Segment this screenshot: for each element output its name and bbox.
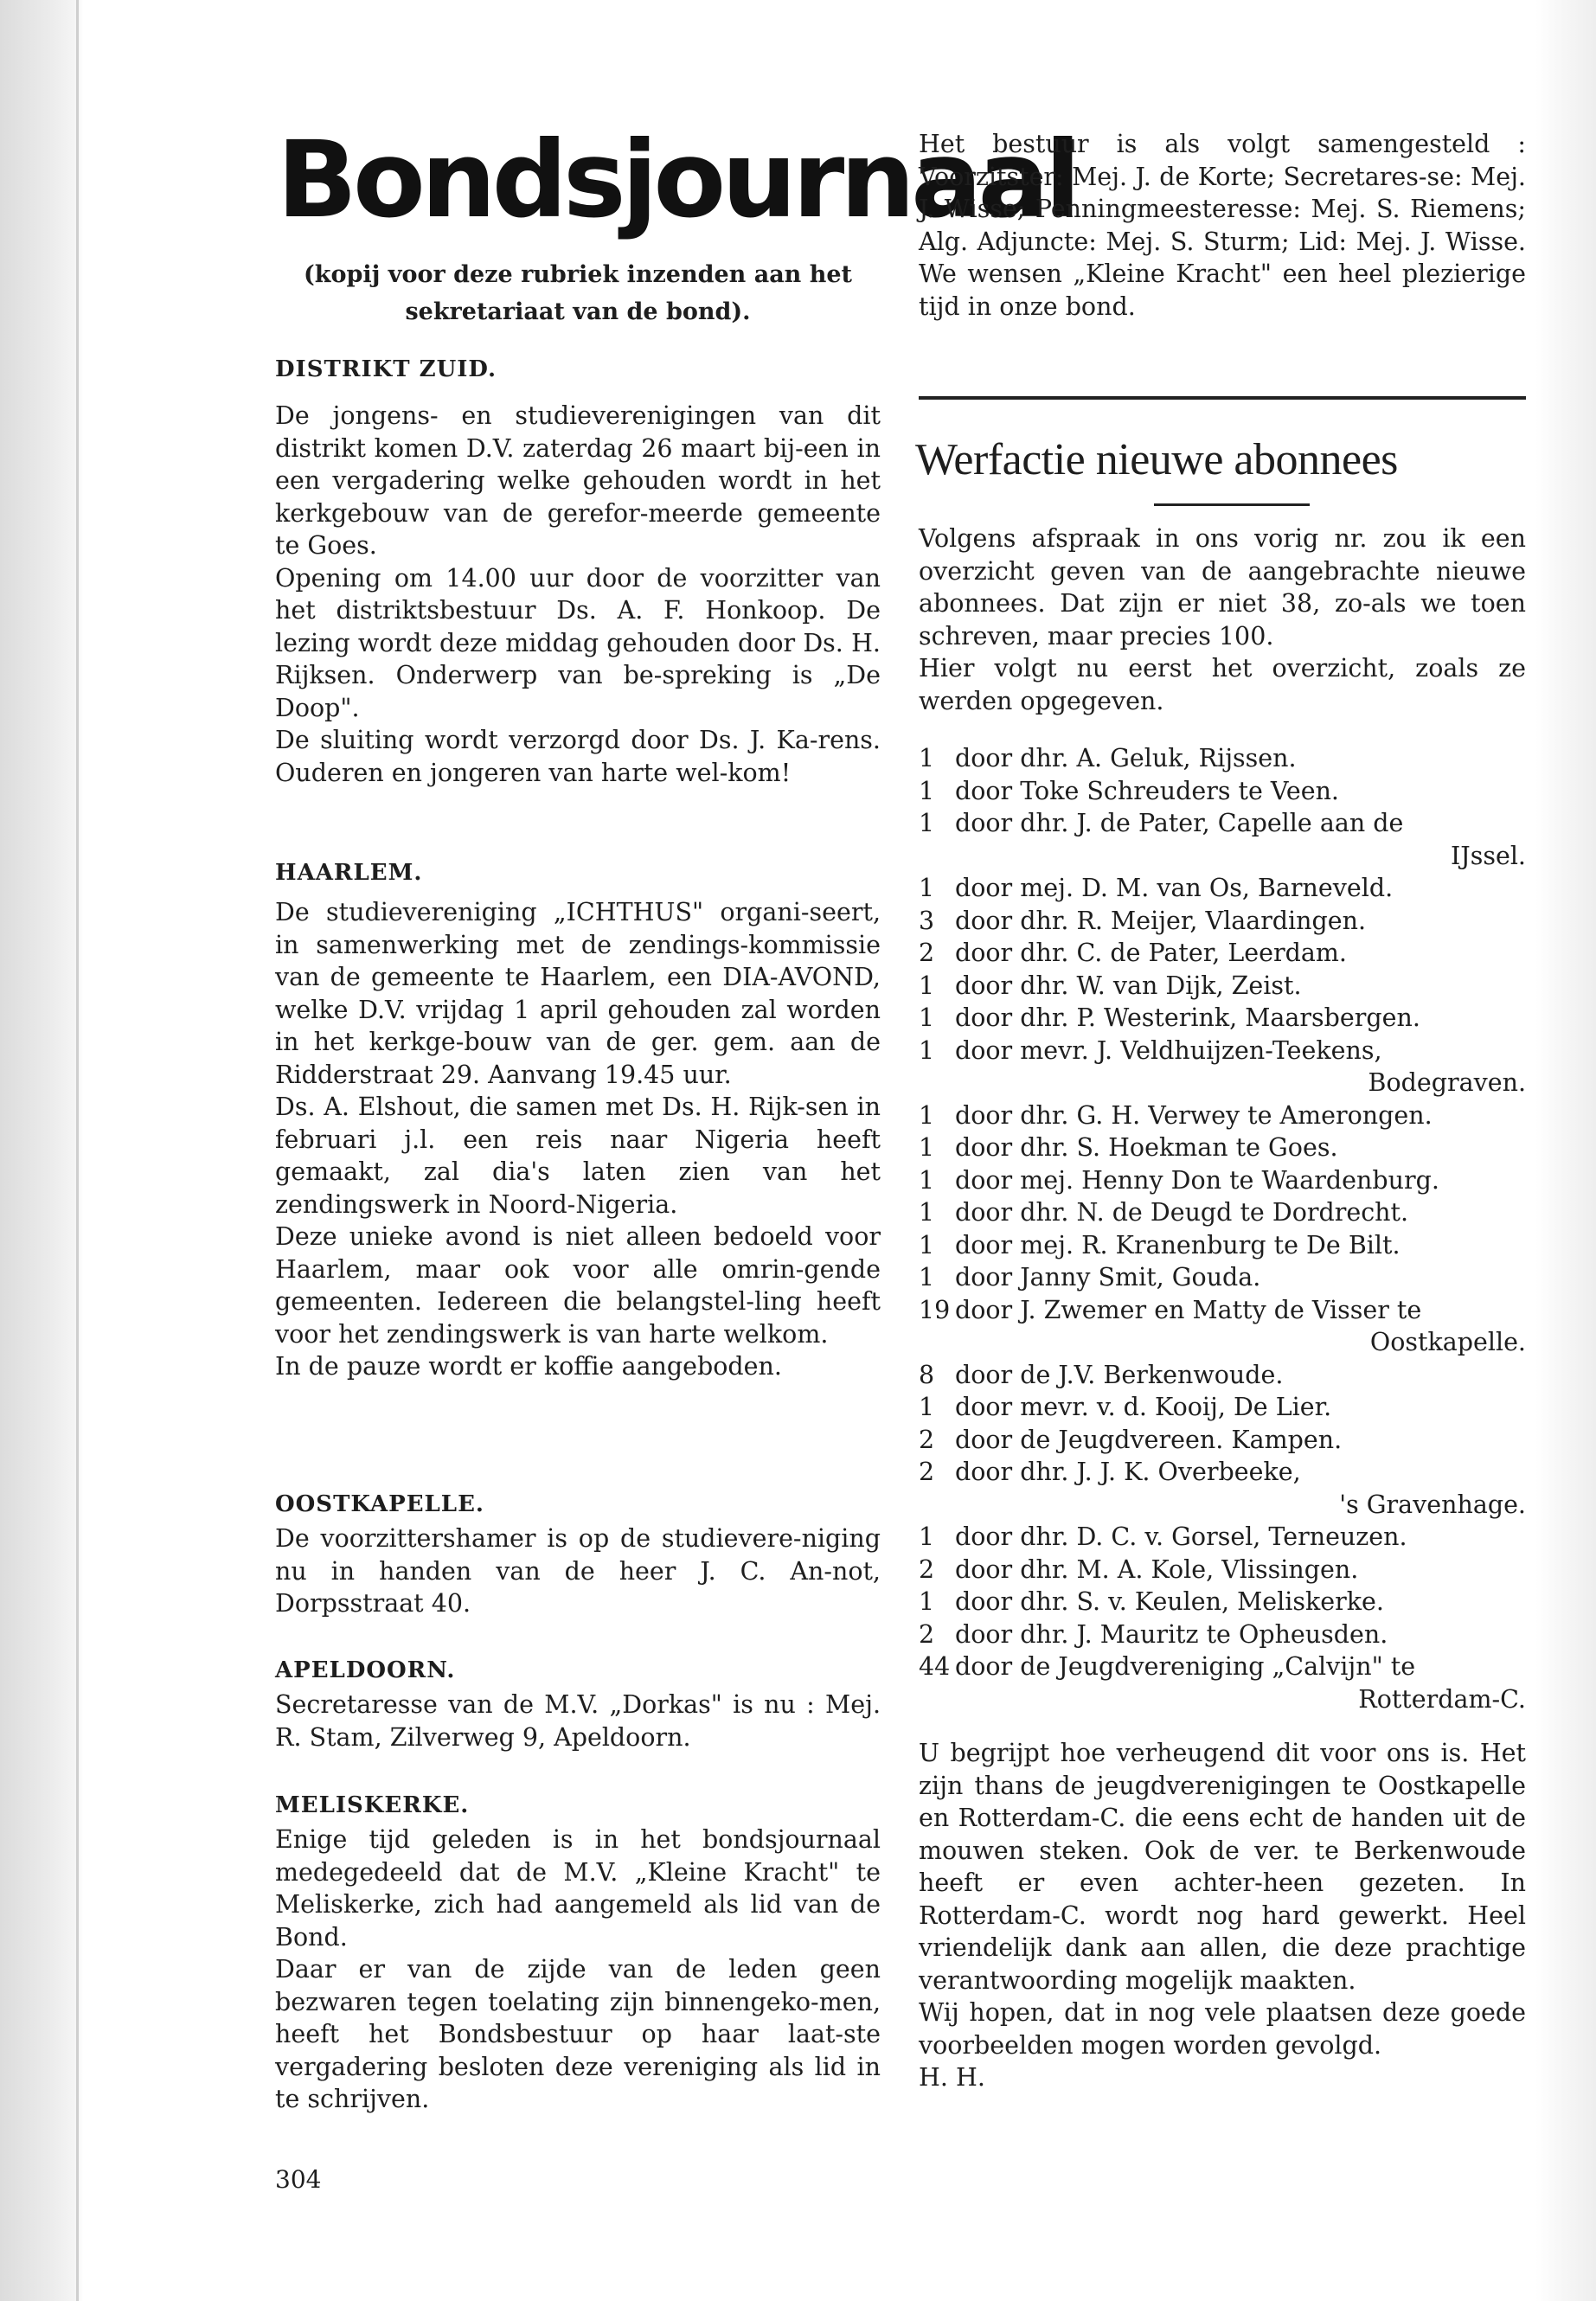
list-item-main: door dhr. A. Geluk, Rijssen. bbox=[955, 744, 1297, 772]
list-item-count: 1 bbox=[919, 1263, 935, 1292]
paragraph: Wij hopen, dat in nog vele plaatsen deze goede voorbeelden mogen worden gevolgd. bbox=[919, 1998, 1526, 2060]
list-item bbox=[919, 742, 1526, 775]
list-item-count: 1 bbox=[919, 1587, 935, 1616]
list-item bbox=[919, 1035, 1526, 1099]
paragraph: De sluiting wordt verzorgd door Ds. J. Ka-rens. Ouderen en jongeren van harte wel-kom! bbox=[275, 726, 881, 787]
list-item-text bbox=[955, 872, 1526, 905]
list-item bbox=[919, 1196, 1526, 1229]
paragraph: Volgens afspraak in ons vorig nr. zou ik een overzicht geven van de aangebrachte nieuwe abonnees. Dat zijn er niet 38, zo-als we toen schreven, maar precies 100. bbox=[919, 524, 1526, 651]
list-item-text bbox=[955, 1391, 1526, 1424]
paragraph: Deze unieke avond is niet alleen bedoeld voor Haarlem, maar ook voor alle omrin-gende gemeenten. Iedereen die belangstel-ling heeft voor het zendingswerk is van harte welkom. bbox=[275, 1222, 881, 1349]
list-item-count: 1 bbox=[919, 1230, 935, 1259]
list-item bbox=[919, 1099, 1526, 1132]
list-item-count: 1 bbox=[919, 1035, 935, 1065]
list-item-count: 2 bbox=[919, 1458, 935, 1486]
list-item-main: door de Jeugdvereniging „Calvijn" te bbox=[955, 1652, 1416, 1681]
list-item-count: 1 bbox=[919, 971, 935, 1000]
list-item-text bbox=[955, 1586, 1526, 1618]
list-item-count: 1 bbox=[919, 1133, 935, 1162]
list-item-main: door de J.V. Berkenwoude. bbox=[955, 1360, 1284, 1389]
list-item-count: 2 bbox=[919, 939, 935, 967]
list-item-text bbox=[955, 1618, 1526, 1651]
paragraph: In de pauze wordt er koffie aangeboden. bbox=[275, 1352, 782, 1381]
list-item-continuation: Bodegraven. bbox=[1368, 1068, 1526, 1097]
list-item-main: door dhr. J. Mauritz te Opheusden. bbox=[955, 1619, 1388, 1649]
heading-meliskerke: MELISKERKE. bbox=[275, 1792, 470, 1818]
list-item-count: 1 bbox=[919, 776, 935, 805]
list-item-text bbox=[955, 1424, 1526, 1457]
list-item bbox=[919, 905, 1526, 938]
list-item bbox=[919, 872, 1526, 905]
scan-shadow-left bbox=[0, 0, 83, 2301]
list-item-main: door dhr. D. C. v. Gorsel, Terneuzen. bbox=[955, 1522, 1407, 1551]
section-oostkapelle bbox=[275, 1522, 881, 1620]
intro-note: (kopij voor deze rubriek inzenden aan het sekretariaat van de bond). bbox=[303, 261, 852, 325]
list-item-count: 8 bbox=[919, 1360, 935, 1389]
list-item-count: 2 bbox=[919, 1619, 935, 1649]
list-item-main: door dhr. C. de Pater, Leerdam. bbox=[955, 939, 1347, 967]
list-item bbox=[919, 1424, 1526, 1457]
masthead-title: Bondsjournaal bbox=[277, 119, 1077, 241]
list-item-count: 2 bbox=[919, 1554, 935, 1584]
section-bestuur bbox=[919, 128, 1526, 323]
list-item-main: door mej. Henny Don te Waardenburg. bbox=[955, 1165, 1439, 1195]
list-item bbox=[919, 1359, 1526, 1392]
list-item-text bbox=[955, 1196, 1526, 1229]
list-item-text bbox=[955, 742, 1526, 775]
list-item bbox=[919, 807, 1526, 872]
list-item-main: door mej. D. M. van Os, Barneveld. bbox=[955, 874, 1394, 902]
paragraph: Enige tijd geleden is in het bondsjournaal medegedeeld dat de M.V. „Kleine Kracht" te Meliskerke, zich had aangemeld als lid van de Bond. bbox=[275, 1825, 881, 1952]
abonnee-list bbox=[919, 742, 1526, 1715]
heading-distrikt-zuid: DISTRIKT ZUID. bbox=[275, 356, 497, 382]
list-item bbox=[919, 1456, 1526, 1521]
list-item-main: door mej. R. Kranenburg te De Bilt. bbox=[955, 1230, 1401, 1259]
werfactie-title: Werfactie nieuwe abonnees bbox=[915, 435, 1398, 484]
list-item bbox=[919, 1131, 1526, 1164]
list-item-text bbox=[955, 1164, 1526, 1197]
list-item-count: 1 bbox=[919, 874, 935, 902]
list-item-text bbox=[955, 775, 1526, 808]
list-item bbox=[919, 937, 1526, 970]
paragraph: Ds. A. Elshout, die samen met Ds. H. Rijk-sen in februari j.l. een reis naar Nigeria heeft gemaakt, zal dia's laten zien van het zendingswerk in Noord-Nigeria. bbox=[275, 1093, 881, 1219]
heading-oostkapelle: OOSTKAPELLE. bbox=[275, 1491, 484, 1517]
list-item-continuation: IJssel. bbox=[1451, 841, 1526, 870]
section-apeldoorn bbox=[275, 1689, 881, 1753]
list-item-count: 1 bbox=[919, 1003, 935, 1032]
list-item-main: door de Jeugdvereen. Kampen. bbox=[955, 1425, 1343, 1454]
list-item-main: door dhr. R. Meijer, Vlaardingen. bbox=[955, 906, 1367, 935]
list-item bbox=[919, 1618, 1526, 1651]
list-item-count: 2 bbox=[919, 1425, 935, 1454]
list-item-count: 1 bbox=[919, 1393, 935, 1421]
list-item-main: door dhr. J. de Pater, Capelle aan de bbox=[955, 809, 1404, 837]
list-item bbox=[919, 1650, 1526, 1715]
list-item-text bbox=[955, 905, 1526, 938]
paragraph: De voorzittershamer is op de studievere-niging nu in handen van de heer J. C. An-not, Dorpsstraat 40. bbox=[275, 1524, 881, 1618]
list-item-main: door Toke Schreuders te Veen. bbox=[955, 776, 1339, 805]
list-item-text bbox=[955, 937, 1526, 970]
signature: H. H. bbox=[919, 2063, 985, 2092]
list-item bbox=[919, 1294, 1526, 1359]
werfactie-closing bbox=[919, 1737, 1526, 2094]
list-item-main: door dhr. S. v. Keulen, Meliskerke. bbox=[955, 1587, 1384, 1616]
werfactie-intro bbox=[919, 522, 1526, 717]
column-divider-rule bbox=[919, 396, 1526, 400]
list-item-text bbox=[955, 1521, 1526, 1554]
list-item bbox=[919, 1391, 1526, 1424]
list-item-text bbox=[955, 1456, 1526, 1521]
list-item bbox=[919, 1229, 1526, 1262]
list-item-text bbox=[955, 1131, 1526, 1164]
list-item-main: door dhr. W. van Dijk, Zeist. bbox=[955, 971, 1302, 1000]
list-item bbox=[919, 1002, 1526, 1035]
list-item-continuation: Oostkapelle. bbox=[1369, 1328, 1526, 1356]
list-item bbox=[919, 1521, 1526, 1554]
list-item-main: door J. Zwemer en Matty de Visser te bbox=[955, 1295, 1422, 1324]
list-item-count: 44 bbox=[919, 1652, 951, 1681]
list-item-text bbox=[955, 1261, 1526, 1294]
paragraph: Hier volgt nu eerst het overzicht, zoals ze werden opgegeven. bbox=[919, 654, 1526, 715]
section-distrikt-zuid bbox=[275, 400, 881, 789]
list-item bbox=[919, 1554, 1526, 1586]
list-item-count: 1 bbox=[919, 1522, 935, 1551]
list-item bbox=[919, 970, 1526, 1003]
paragraph: De jongens- en studieverenigingen van dit distrikt komen D.V. zaterdag 26 maart bij-een in een vergadering welke gehouden wordt in het kerkgebouw van de gerefor-meerde gemeente te Goes. bbox=[275, 401, 881, 560]
list-item-count: 1 bbox=[919, 1198, 935, 1227]
list-item-text bbox=[955, 1554, 1526, 1586]
list-item-main: door dhr. M. A. Kole, Vlissingen. bbox=[955, 1554, 1359, 1584]
list-item-main: door dhr. G. H. Verwey te Amerongen. bbox=[955, 1100, 1433, 1130]
list-item bbox=[919, 1164, 1526, 1197]
list-item-text bbox=[955, 1035, 1526, 1099]
paragraph: Het bestuur is als volgt samengesteld : Voorzitster: Mej. J. de Korte; Secretares-se: Mej. J. Wisse; Penningmeesteresse: Mej. S. Riemens; Alg. Adjuncte: Mej. S. Sturm; Lid: Mej. J. Wisse. We wensen „Kleine Kracht" een heel plezierige tijd in onze bond. bbox=[919, 130, 1526, 321]
paragraph: U begrijpt hoe verheugend dit voor ons is. Het zijn thans de jeugdverenigingen te Oostkapelle en Rotterdam-C. die eens echt de handen uit de mouwen steken. Ook de ver. te Berkenwoude heeft er even achter-heen gezeten. In Rotterdam-C. wordt nog hard gewerkt. Heel vriendelijk dank aan allen, die deze prachtige verantwoording mogelijk maakten. bbox=[919, 1739, 1526, 1995]
list-item-text bbox=[955, 807, 1526, 872]
list-item-main: door dhr. S. Hoekman te Goes. bbox=[955, 1133, 1338, 1162]
list-item-continuation: Rotterdam-C. bbox=[1358, 1684, 1526, 1714]
list-item bbox=[919, 775, 1526, 808]
list-item-continuation: 's Gravenhage. bbox=[1339, 1490, 1526, 1519]
list-item-count: 1 bbox=[919, 1165, 935, 1195]
list-item-text bbox=[955, 1294, 1526, 1359]
section-meliskerke bbox=[275, 1823, 881, 2116]
list-item-text bbox=[955, 1002, 1526, 1035]
list-item-text bbox=[955, 970, 1526, 1003]
title-underline bbox=[1154, 503, 1310, 506]
paragraph: Daar er van de zijde van de leden geen bezwaren tegen toelating zijn binnengeko-men, heeft het Bondsbestuur op haar laat-ste vergadering besloten deze vereniging als lid in te schrijven. bbox=[275, 1955, 881, 2113]
list-item-count: 1 bbox=[919, 809, 935, 837]
list-item-main: door dhr. P. Westerink, Maarsbergen. bbox=[955, 1003, 1420, 1032]
list-item bbox=[919, 1261, 1526, 1294]
list-item-main: door Janny Smit, Gouda. bbox=[955, 1263, 1261, 1292]
scan-shadow-right bbox=[1535, 0, 1596, 2301]
list-item-text bbox=[955, 1650, 1526, 1715]
list-item-text bbox=[955, 1359, 1526, 1392]
paragraph: Secretaresse van de M.V. „Dorkas" is nu : Mej. R. Stam, Zilverweg 9, Apeldoorn. bbox=[275, 1690, 881, 1752]
list-item-main: door mevr. J. Veldhuijzen-Teekens, bbox=[955, 1035, 1382, 1065]
list-item-main: door dhr. J. J. K. Overbeeke, bbox=[955, 1458, 1301, 1486]
page-number: 304 bbox=[275, 2165, 322, 2194]
list-item-text bbox=[955, 1229, 1526, 1262]
list-item-count: 1 bbox=[919, 1100, 935, 1130]
list-item-text bbox=[955, 1099, 1526, 1132]
list-item-main: door mevr. v. d. Kooij, De Lier. bbox=[955, 1393, 1332, 1421]
paragraph: Opening om 14.00 uur door de voorzitter van het distriktsbestuur Ds. A. F. Honkoop. De lezing wordt deze middag gehouden door Ds. H. Rijksen. Onderwerp van be-spreking is „De Doop". bbox=[275, 563, 881, 722]
list-item-count: 3 bbox=[919, 906, 935, 935]
heading-apeldoorn: APELDOORN. bbox=[275, 1657, 456, 1683]
list-item-main: door dhr. N. de Deugd te Dordrecht. bbox=[955, 1198, 1409, 1227]
list-item bbox=[919, 1586, 1526, 1618]
section-haarlem bbox=[275, 896, 881, 1383]
list-item-count: 19 bbox=[919, 1295, 951, 1324]
paragraph: De studievereniging „ICHTHUS" organi-seert, in samenwerking met de zendings-kommissie van de gemeente te Haarlem, een DIA-AVOND, welke D.V. vrijdag 1 april gehouden zal worden in het kerkge-bouw van de ger. gem. aan de Ridderstraat 29. Aanvang 19.45 uur. bbox=[275, 898, 881, 1089]
list-item-count: 1 bbox=[919, 744, 935, 772]
scan-page-edge bbox=[76, 0, 79, 2301]
heading-haarlem: HAARLEM. bbox=[275, 860, 423, 886]
